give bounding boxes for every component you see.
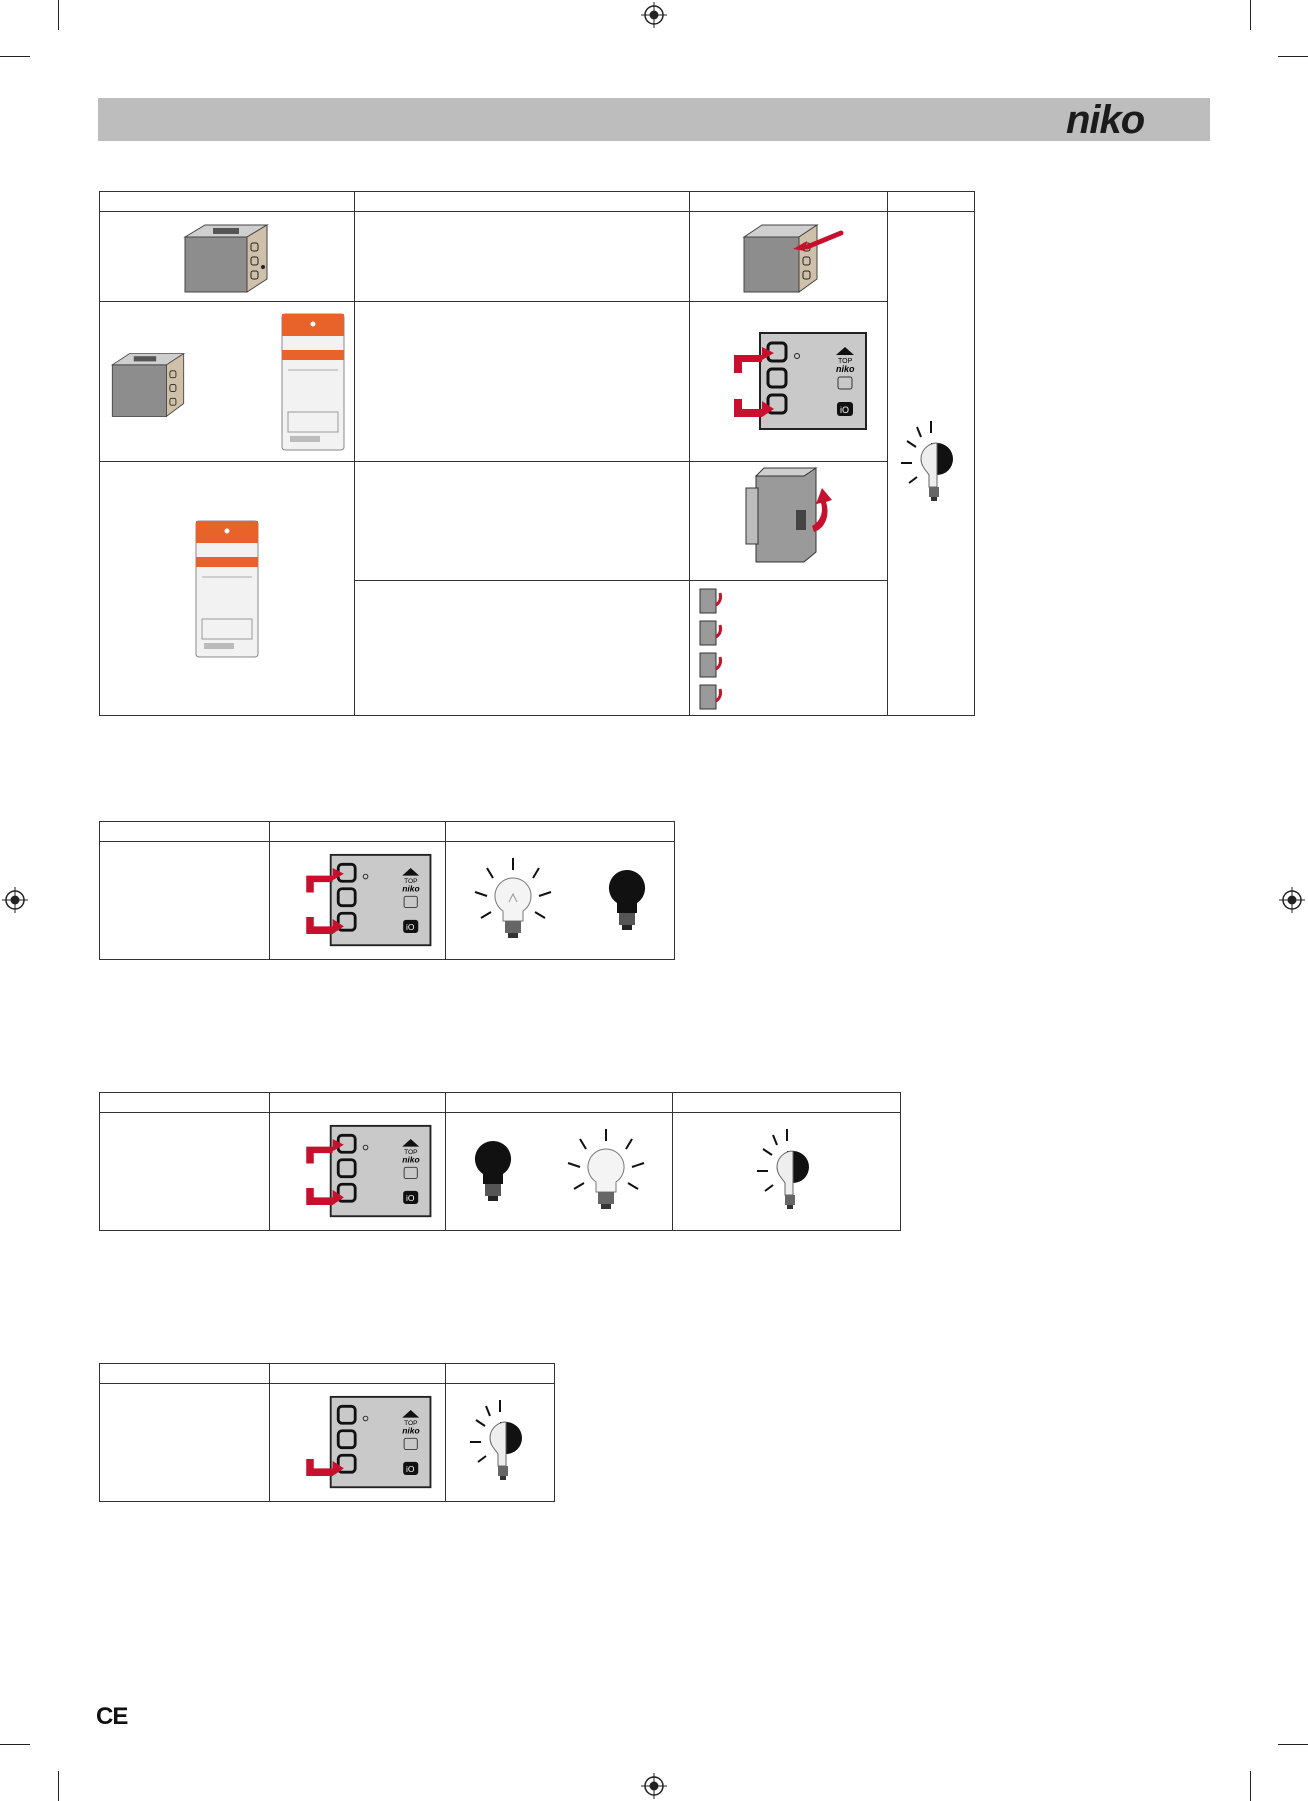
result-cell [446, 1113, 673, 1231]
header-cell [270, 1093, 446, 1113]
device-cell [100, 462, 355, 716]
svg-text:TOP: TOP [403, 1148, 418, 1156]
result-cell [446, 842, 675, 960]
ce-mark: CE [96, 1703, 128, 1730]
bulb-blinking-icon [755, 1127, 819, 1217]
svg-text:niko: niko [401, 1425, 420, 1436]
reset-table [99, 1363, 555, 1502]
circuit-breaker-icon [700, 685, 721, 709]
action-cell [270, 1384, 446, 1502]
status-cell [673, 1113, 901, 1231]
crop-mark [1278, 1744, 1308, 1745]
action-cell [690, 302, 888, 462]
registration-mark-icon [641, 2, 667, 28]
instruction-cell [355, 581, 690, 716]
header-cell [673, 1093, 901, 1113]
registration-mark-icon [641, 1773, 667, 1799]
wireless-module-image [108, 337, 194, 427]
instruction-cell [100, 1113, 270, 1231]
header-cell [446, 1364, 555, 1384]
svg-text:niko: niko [401, 1154, 420, 1165]
svg-text:TOP: TOP [403, 1419, 418, 1427]
header-cell [446, 822, 675, 842]
header-cell [100, 822, 270, 842]
device-cell [100, 212, 355, 302]
device-pair-cell [100, 302, 355, 462]
header-cell [270, 822, 446, 842]
header-cell [100, 1364, 270, 1384]
header-cell [100, 1093, 270, 1113]
header-cell [446, 1093, 673, 1113]
circuit-breaker-icon [700, 653, 721, 677]
bulb-on-icon [471, 856, 555, 946]
svg-text:niko: niko [835, 363, 855, 374]
header-cell [100, 192, 355, 212]
svg-text:iO: iO [405, 1463, 414, 1474]
instruction-cell [100, 1384, 270, 1502]
on-off-table [99, 821, 675, 960]
din-module-image [280, 312, 346, 452]
instruction-cell [355, 462, 690, 581]
installation-table [99, 191, 975, 716]
crop-mark [58, 0, 59, 30]
svg-text:TOP: TOP [403, 877, 418, 885]
registration-mark-icon [2, 887, 28, 913]
header-cell [888, 192, 975, 212]
bulb-on-icon [564, 1127, 648, 1217]
header-cell [355, 192, 690, 212]
crop-mark [0, 56, 30, 57]
crop-mark [0, 1744, 30, 1745]
header-cell [270, 1364, 446, 1384]
instruction-cell [355, 302, 690, 462]
svg-text:iO: iO [405, 1192, 414, 1203]
din-module-image [194, 519, 260, 659]
niko-logo [1064, 99, 1204, 140]
pairing-table [99, 1092, 901, 1231]
instruction-cell [100, 842, 270, 960]
circuit-breaker-icon [734, 466, 844, 576]
header-band [98, 98, 1210, 141]
action-cell [690, 581, 888, 716]
bulb-blinking-icon [899, 419, 963, 509]
action-cell [690, 212, 888, 302]
circuit-breaker-icon [700, 621, 721, 645]
header-cell [690, 192, 888, 212]
keypad-press-image [704, 327, 874, 437]
module-with-screwdriver-image [729, 217, 849, 297]
svg-text:iO: iO [405, 921, 414, 932]
action-cell [690, 462, 888, 581]
action-cell [270, 1113, 446, 1231]
status-cell [888, 212, 975, 716]
svg-text:niko: niko [1066, 99, 1145, 140]
wireless-module-image [177, 217, 277, 297]
crop-mark [1250, 1771, 1251, 1801]
bulb-blinking-icon [468, 1398, 532, 1488]
bulb-off-icon [471, 1137, 515, 1207]
bulb-off-icon [605, 866, 649, 936]
keypad-press-image [278, 849, 438, 953]
crop-mark [58, 1771, 59, 1801]
svg-text:iO: iO [839, 404, 849, 415]
action-cell [270, 842, 446, 960]
keypad-press-image [278, 1120, 438, 1224]
registration-mark-icon [1279, 887, 1305, 913]
circuit-breaker-icon [700, 589, 721, 613]
svg-text:niko: niko [401, 883, 420, 894]
circuit-breaker-sequence [694, 585, 734, 715]
keypad-press-image [278, 1391, 438, 1495]
crop-mark [1250, 0, 1251, 30]
crop-mark [1278, 56, 1308, 57]
instruction-cell [355, 212, 690, 302]
status-cell [446, 1384, 555, 1502]
svg-text:TOP: TOP [837, 357, 852, 365]
